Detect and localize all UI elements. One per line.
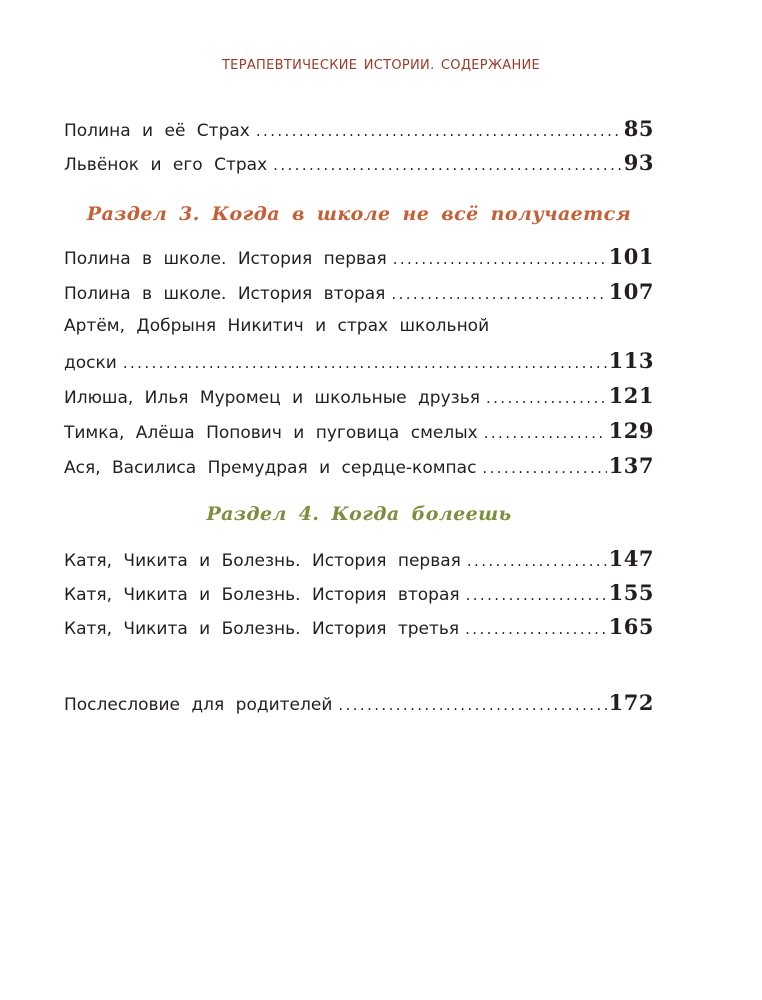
toc-entry-title: Катя, Чикита и Болезнь. История третья — [64, 619, 460, 639]
toc-entry-title: Полина в школе. История первая — [64, 249, 387, 269]
toc-entry-page: 172 — [608, 690, 654, 715]
toc-entry-polina-school-1[interactable] — [64, 244, 654, 278]
toc-entry-page: 155 — [608, 580, 654, 605]
toc-entry-title: Полина и её Страх — [64, 121, 250, 141]
dot-leader — [486, 389, 607, 407]
dot-leader — [482, 459, 606, 477]
dot-leader — [467, 552, 607, 570]
toc-entry-title: Тимка, Алёша Попович и пуговица смелых — [64, 423, 478, 443]
toc-entry-artem-line1[interactable]: Артём, Добрыня Никитич и страх школьной — [64, 316, 490, 336]
toc-entry-lion-fear[interactable] — [64, 150, 654, 184]
toc-entry-title: Катя, Чикита и Болезнь. История первая — [64, 551, 461, 571]
section-3-heading: Раздел 3. Когда в школе не всё получается — [86, 203, 632, 225]
toc-entry-polina-fear[interactable] — [64, 116, 654, 150]
dot-leader — [391, 285, 606, 303]
dot-leader — [338, 696, 606, 714]
toc-entry-katya-2[interactable] — [64, 580, 654, 614]
section-4-heading: Раздел 4. Когда болеешь — [206, 503, 512, 525]
toc-entry-ilyusha[interactable] — [64, 383, 654, 417]
toc-entry-page: 107 — [608, 279, 654, 304]
dot-leader — [273, 156, 622, 174]
dot-leader — [256, 122, 622, 140]
toc-entry-title: доски — [64, 353, 117, 373]
toc-entry-title: Послесловие для родителей — [64, 695, 333, 715]
toc-entry-page: 147 — [608, 546, 654, 571]
toc-entry-page: 165 — [608, 614, 654, 639]
toc-entry-timka[interactable] — [64, 418, 654, 452]
dot-leader — [393, 250, 607, 268]
toc-entry-page: 101 — [608, 244, 654, 269]
toc-entry-artem[interactable] — [64, 348, 654, 382]
running-title: ТЕРАПЕВТИЧЕСКИЕ ИСТОРИИ. СОДЕРЖАНИЕ — [221, 58, 541, 73]
toc-entry-page: 93 — [623, 150, 654, 175]
dot-leader — [484, 424, 607, 442]
toc-entry-katya-1[interactable] — [64, 546, 654, 580]
toc-entry-afterword[interactable] — [64, 690, 654, 724]
toc-entry-page: 85 — [623, 116, 654, 141]
toc-entry-title: Полина в школе. История вторая — [64, 284, 386, 304]
toc-entry-page: 137 — [608, 453, 654, 478]
toc-entry-page: 129 — [608, 418, 654, 443]
toc-entry-title: Ася, Василиса Премудрая и сердце-компас — [64, 458, 477, 478]
toc-entry-title: Львёнок и его Страх — [64, 155, 268, 175]
toc-entry-katya-3[interactable] — [64, 614, 654, 648]
dot-leader — [123, 354, 607, 372]
toc-entry-page: 121 — [608, 383, 654, 408]
toc-entry-asya[interactable] — [64, 453, 654, 487]
dot-leader — [465, 620, 607, 638]
toc-entry-title: Илюша, Илья Муромец и школьные друзья — [64, 388, 480, 408]
toc-entry-polina-school-2[interactable] — [64, 279, 654, 313]
dot-leader — [466, 586, 607, 604]
toc-entry-page: 113 — [608, 348, 654, 373]
toc-entry-title: Катя, Чикита и Болезнь. История вторая — [64, 585, 460, 605]
